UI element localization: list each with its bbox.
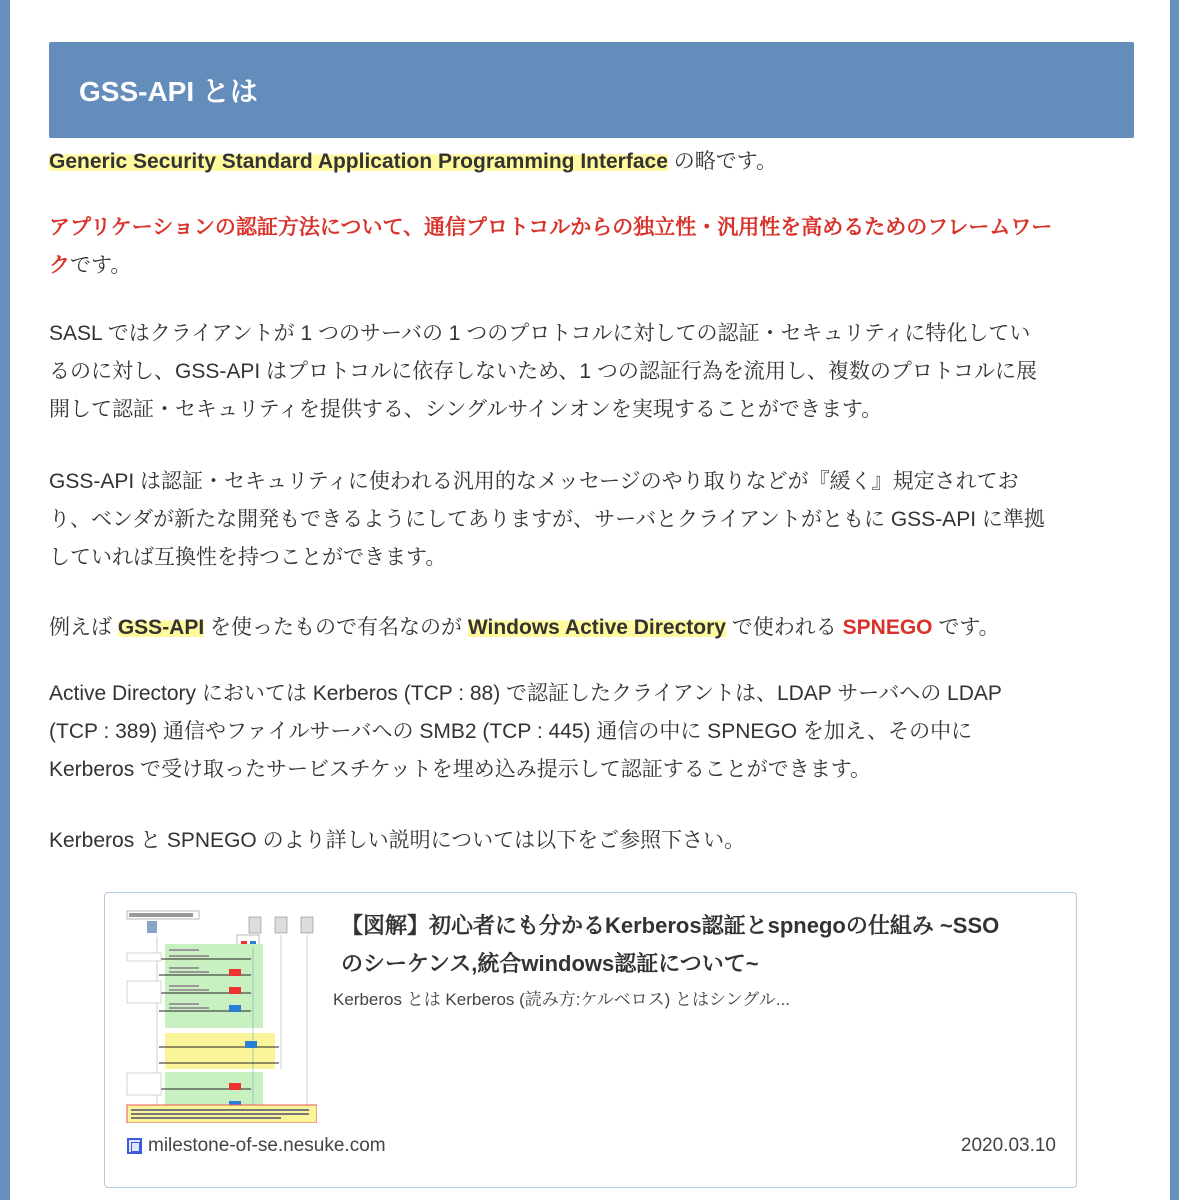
- highlight-windows-ad: Windows Active Directory: [467, 616, 726, 639]
- card-site[interactable]: [127, 1135, 386, 1157]
- highlight-full-name: Generic Security Standard Application Programming Interface: [49, 150, 668, 173]
- card-description: Kerberos とは Kerberos (読み方:ケルベロス) とはシングル...: [333, 990, 790, 1009]
- section-heading: [49, 42, 1134, 138]
- text-line: GSS-API は認証・セキュリティに使われる汎用的なメッセージのやり取りなどが『緩く』規定されてお: [49, 470, 1019, 493]
- text-line: していれば互換性を持つことができます。: [49, 546, 447, 569]
- text: の略です。: [667, 150, 778, 173]
- paragraph-sasl-comparison: [49, 315, 1134, 429]
- text: です。: [70, 254, 132, 277]
- paragraph-summary: [49, 209, 1134, 285]
- paragraph-reference: [49, 822, 1134, 860]
- text-line: Active Directory においては Kerberos (TCP : 88) で認証したクライアントは、LDAP サーバへの LDAP: [49, 682, 1002, 705]
- paragraph-compatibility: [49, 463, 1134, 577]
- card-title-line: 【図解】初心者にも分かるKerberos認証とspnegoの仕組み ~SSO: [341, 913, 1000, 938]
- text: です。: [932, 616, 1000, 639]
- paragraph-active-directory: [49, 675, 1134, 789]
- card-thumbnail-diagram: [125, 909, 317, 1123]
- text-line: SASL ではクライアントが 1 つのサーバの 1 つのプロトコルに対しての認証・セキュリティに特化してい: [49, 322, 1031, 345]
- left-frame-border: [0, 0, 10, 1200]
- emphasis-red: ク: [49, 254, 70, 277]
- paragraph-definition: [49, 143, 1134, 181]
- text: 例えば: [49, 616, 118, 639]
- link-card[interactable]: [104, 892, 1077, 1188]
- text-line: 開して認証・セキュリティを提供する、シングルサインオンを実現することができます。: [49, 398, 883, 421]
- card-site-domain: milestone-of-se.nesuke.com: [148, 1135, 386, 1156]
- paragraph-example: [49, 609, 1134, 647]
- text-line: Kerberos で受け取ったサービスチケットを埋め込み提示して認証することができます。: [49, 758, 872, 781]
- text: Kerberos と SPNEGO のより詳しい説明については以下をご参照下さい。: [49, 829, 746, 852]
- text: を使ったもので有名なのが: [204, 616, 468, 639]
- text-line: り、ベンダが新たな開発もできるようにしてありますが、サーバとクライアントがともに GSS-API に準拠: [49, 508, 1045, 531]
- section-heading-text: GSS-API とは: [79, 76, 258, 108]
- text: で使われる: [725, 616, 843, 639]
- card-title-link[interactable]: [341, 907, 1061, 983]
- text-line: (TCP : 389) 通信やファイルサーバへの SMB2 (TCP : 445) 通信の中に SPNEGO を加え、その中に: [49, 720, 973, 743]
- emphasis-spnego: SPNEGO: [842, 616, 933, 639]
- text-line: るのに対し、GSS-API はプロトコルに依存しないため、1 つの認証行為を流用し、複数のプロトコルに展: [49, 360, 1038, 383]
- emphasis-red: アプリケーションの認証方法について、通信プロトコルからの独立性・汎用性を高めるためのフレームワー: [49, 216, 1053, 239]
- card-date: 2020.03.10: [960, 1135, 1056, 1156]
- highlight-gss-api: GSS-API: [117, 616, 205, 639]
- site-favicon-icon: [127, 1138, 142, 1154]
- right-frame-border: [1170, 0, 1179, 1200]
- card-title-line: のシーケンス,統合windows認証について~: [341, 951, 759, 976]
